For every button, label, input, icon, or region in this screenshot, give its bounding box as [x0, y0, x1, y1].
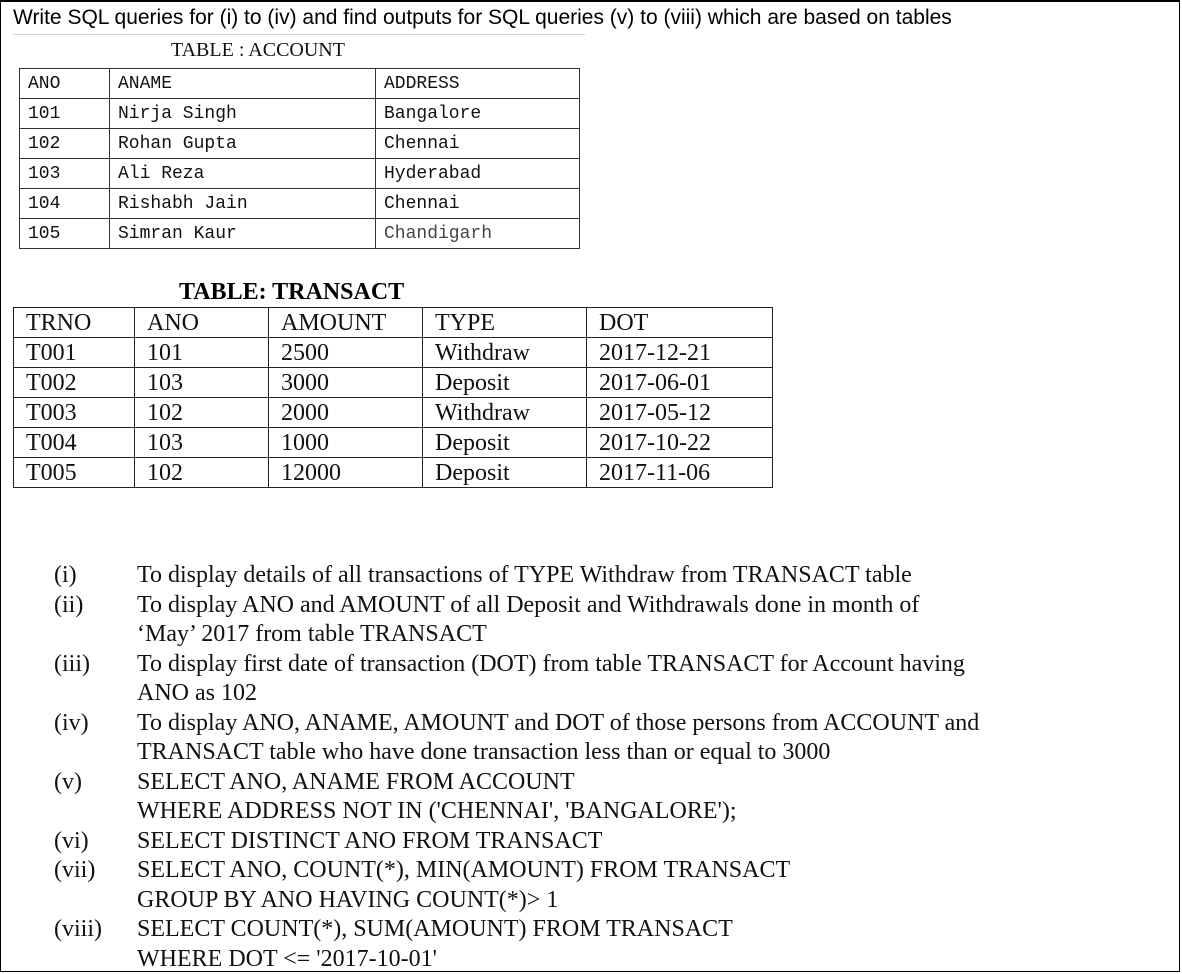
transact-cell: 2017-10-22: [587, 428, 773, 458]
table-row: [20, 99, 580, 129]
transact-cell: Withdraw: [423, 338, 587, 368]
table-row: [14, 398, 773, 428]
question-number: (i): [54, 562, 77, 588]
question-number: (iii): [54, 650, 90, 677]
question-number: (vii): [54, 857, 96, 883]
list-item: [1, 856, 1180, 915]
question-text: To display details of all transactions of TYPE Withdraw from TRANSACT table: [137, 562, 912, 588]
account-table: [19, 68, 580, 249]
transact-header-cell: ANO: [135, 308, 269, 338]
list-item: [1, 650, 1180, 709]
transact-cell: 3000: [269, 368, 423, 398]
transact-cell: 102: [135, 458, 269, 488]
transact-cell: T002: [14, 368, 135, 398]
list-item: [1, 591, 1180, 650]
transact-cell: 2500: [269, 338, 423, 368]
account-cell: 105: [20, 219, 110, 249]
transact-cell: Deposit: [423, 368, 587, 398]
transact-cell: 2000: [269, 398, 423, 428]
list-item: [1, 709, 1180, 768]
transact-cell: 2017-11-06: [587, 458, 773, 488]
table-row: [14, 368, 773, 398]
transact-cell: 102: [135, 398, 269, 428]
query-text: SELECT ANO, ANAME FROM ACCOUNT: [137, 768, 575, 795]
transact-header-cell: DOT: [587, 308, 773, 338]
question-number: (v): [54, 768, 82, 795]
question-number: (vi): [54, 827, 89, 854]
transact-cell: 2017-05-12: [587, 398, 773, 428]
transact-cell: T004: [14, 428, 135, 458]
table-row: [20, 129, 580, 159]
account-table-title: TABLE : ACCOUNT: [171, 39, 345, 61]
question-number: (viii): [54, 916, 102, 942]
question-text: To display ANO, ANAME, AMOUNT and DOT of those persons from ACCOUNT and: [137, 709, 980, 736]
account-cell: Ali Reza: [110, 159, 376, 189]
account-cell: 102: [20, 129, 110, 159]
transact-cell: 2017-12-21: [587, 338, 773, 368]
transact-cell: 12000: [269, 458, 423, 488]
table-row: [14, 338, 773, 368]
table-row: [14, 428, 773, 458]
query-text: SELECT ANO, COUNT(*), MIN(AMOUNT) FROM TRANSACT: [137, 857, 791, 883]
list-item: [1, 827, 1180, 857]
account-cell: 103: [20, 159, 110, 189]
account-header-cell: ANO: [20, 69, 110, 99]
transact-cell: Deposit: [423, 458, 587, 488]
account-cell: Bangalore: [376, 99, 580, 129]
table-row: [20, 159, 580, 189]
transact-cell: 2017-06-01: [587, 368, 773, 398]
account-header-row: [20, 69, 580, 99]
account-header-cell: ADDRESS: [376, 69, 580, 99]
account-cell: Rohan Gupta: [110, 129, 376, 159]
question-text: ‘May’ 2017 from table TRANSACT: [137, 621, 487, 647]
query-text: SELECT DISTINCT ANO FROM TRANSACT: [137, 827, 603, 854]
question-text: To display ANO and AMOUNT of all Deposit and Withdrawals done in month of: [137, 591, 920, 618]
transact-table: [13, 307, 773, 488]
transact-cell: T001: [14, 338, 135, 368]
account-header-cell: ANAME: [110, 69, 376, 99]
account-cell: 101: [20, 99, 110, 129]
transact-cell: T005: [14, 458, 135, 488]
question-text: ANO as 102: [137, 680, 257, 706]
transact-header-cell: TRNO: [14, 308, 135, 338]
query-text: WHERE DOT <= '2017-10-01': [137, 945, 437, 972]
transact-cell: Deposit: [423, 428, 587, 458]
query-text: SELECT COUNT(*), SUM(AMOUNT) FROM TRANSACT: [137, 916, 733, 942]
transact-header-cell: AMOUNT: [269, 308, 423, 338]
query-text: WHERE ADDRESS NOT IN ('CHENNAI', 'BANGALORE');: [137, 798, 737, 824]
transact-table-title: TABLE: TRANSACT: [179, 279, 405, 305]
account-cell: Chennai: [376, 129, 580, 159]
heading-underline: [13, 34, 585, 35]
question-number: (ii): [54, 591, 84, 618]
list-item: [1, 915, 1180, 972]
question-list: [1, 561, 1180, 972]
transact-cell: 103: [135, 368, 269, 398]
table-row: [20, 189, 580, 219]
account-cell: Rishabh Jain: [110, 189, 376, 219]
transact-header-cell: TYPE: [423, 308, 587, 338]
transact-cell: 103: [135, 428, 269, 458]
account-cell: Chandigarh: [376, 219, 580, 249]
transact-cell: T003: [14, 398, 135, 428]
account-cell: Chennai: [376, 189, 580, 219]
account-cell: Nirja Singh: [110, 99, 376, 129]
account-cell: Hyderabad: [376, 159, 580, 189]
query-text: GROUP BY ANO HAVING COUNT(*)> 1: [137, 886, 559, 913]
list-item: [1, 561, 1180, 591]
transact-header-row: [14, 308, 773, 338]
list-item: [1, 768, 1180, 827]
transact-cell: 101: [135, 338, 269, 368]
account-cell: 104: [20, 189, 110, 219]
transact-cell: Withdraw: [423, 398, 587, 428]
table-row: [14, 458, 773, 488]
question-text: TRANSACT table who have done transaction less than or equal to 3000: [137, 739, 831, 765]
account-cell: Simran Kaur: [110, 219, 376, 249]
transact-cell: 1000: [269, 428, 423, 458]
table-row: [20, 219, 580, 249]
question-number: (iv): [54, 709, 89, 736]
question-text: To display first date of transaction (DOT) from table TRANSACT for Account having: [137, 650, 965, 677]
instruction-heading: Write SQL queries for (i) to (iv) and find outputs for SQL queries (v) to (viii) which are based on tables: [13, 6, 952, 29]
